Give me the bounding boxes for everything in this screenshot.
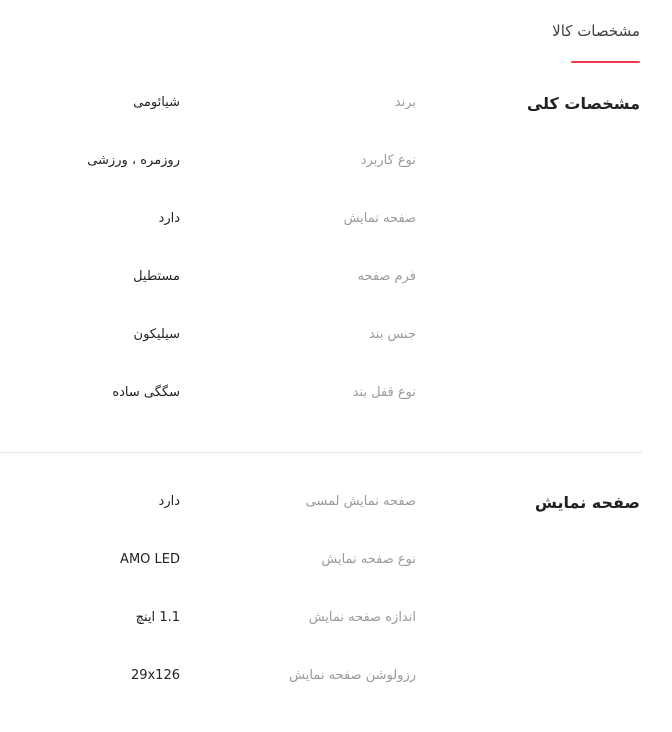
spec-key: رزولوشن صفحه نمایش — [289, 668, 416, 683]
spec-value: AMO LED — [120, 552, 180, 567]
spec-value: دارد — [158, 211, 180, 226]
spec-key: صفحه نمایش لمسی — [305, 494, 416, 509]
spec-row — [0, 95, 672, 119]
spec-key: جنس بند — [368, 327, 416, 342]
spec-row — [0, 327, 672, 351]
spec-row — [0, 153, 672, 177]
spec-value: سگگی ساده — [112, 385, 180, 400]
spec-row — [0, 385, 672, 409]
spec-key: نوع کاربرد — [360, 153, 416, 168]
spec-value: دارد — [158, 494, 180, 509]
spec-value: مستطیل — [133, 269, 180, 284]
tab-active-indicator — [571, 61, 640, 63]
spec-key: اندازه صفحه نمایش — [308, 610, 416, 625]
section-title-display: صفحه نمایش — [534, 493, 640, 512]
spec-row — [0, 211, 672, 235]
spec-key: نوع صفحه نمایش — [321, 552, 416, 567]
spec-row — [0, 610, 672, 634]
spec-key: فرم صفحه — [357, 269, 416, 284]
spec-key: برند — [394, 95, 416, 110]
spec-row — [0, 494, 672, 518]
section-divider — [0, 452, 642, 453]
tab-product-specs[interactable]: مشخصات کالا — [552, 22, 640, 40]
spec-value: شیائومی — [133, 95, 180, 110]
spec-row — [0, 668, 672, 692]
spec-row — [0, 552, 672, 576]
spec-value: روزمره ، ورزشی — [87, 153, 180, 168]
spec-value: 29x126 — [130, 668, 180, 683]
spec-key: صفحه نمایش — [343, 211, 416, 226]
spec-key: نوع قفل بند — [352, 385, 416, 400]
section-title-general: مشخصات کلی — [526, 94, 640, 113]
spec-value: سیلیکون — [133, 327, 180, 342]
spec-value: 1.1 اینچ — [135, 610, 180, 625]
spec-row — [0, 269, 672, 293]
